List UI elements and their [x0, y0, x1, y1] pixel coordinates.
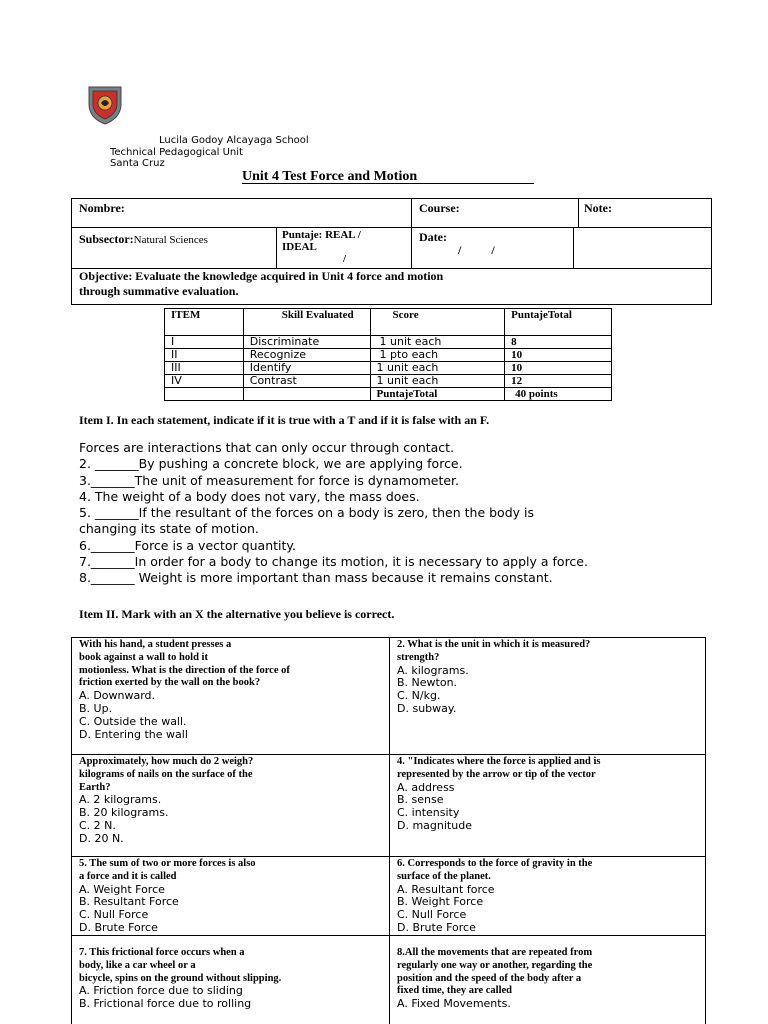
- header-item: ITEM: [165, 309, 244, 336]
- statement: 7._______In order for a body to change its motion, it is necessary to apply a force.: [79, 554, 588, 570]
- question-text: kilograms of nails on the surface of the: [79, 768, 253, 780]
- option[interactable]: C. intensity: [397, 806, 460, 820]
- row-score: 1 unit each: [370, 362, 505, 375]
- option[interactable]: C. Outside the wall.: [79, 714, 187, 728]
- table-row: [165, 349, 612, 362]
- option[interactable]: A. Friction force due to sliding: [79, 984, 243, 998]
- option[interactable]: B. Frictional force due to rolling: [79, 997, 252, 1011]
- option[interactable]: C. Null Force: [79, 908, 149, 922]
- question-text: 8.All the movements that are repeated from: [397, 947, 593, 958]
- option[interactable]: C. N/kg.: [397, 689, 441, 703]
- option[interactable]: A. Fixed Movements.: [397, 997, 511, 1011]
- question-text: 6. Corresponds to the force of gravity in the: [397, 858, 593, 869]
- question-text: book against a wall to hold it: [79, 651, 208, 663]
- item1-heading: Item I. In each statement, indicate if it is true with a T and if it is false with an F.: [79, 413, 490, 427]
- subsector-cell: [71, 227, 277, 269]
- question-3: [71, 754, 390, 857]
- statement: 8._______ Weight is more important than mass because it remains constant.: [79, 570, 553, 586]
- option[interactable]: B. sense: [397, 793, 444, 807]
- question-text: position and the speed of the body after a: [397, 972, 582, 984]
- row-item: III: [165, 362, 244, 375]
- course-cell[interactable]: [411, 198, 579, 228]
- option[interactable]: A. address: [397, 780, 455, 794]
- puntaje-slash: /: [343, 253, 347, 265]
- puntaje-line2: IDEAL: [282, 241, 317, 253]
- item1-statements: [79, 440, 719, 587]
- row-item: II: [165, 349, 244, 362]
- header-skill: Skill Evaluated: [243, 309, 370, 336]
- date-slashes: / /: [458, 243, 495, 257]
- option[interactable]: C. 2 N.: [79, 818, 116, 832]
- score-table: [164, 308, 612, 401]
- row-total: 10: [505, 349, 612, 362]
- question-text: friction exerted by the wall on the book?: [79, 677, 261, 689]
- statement: 3._______The unit of measurement for force is dynamometer.: [79, 472, 460, 488]
- school-crest-icon: [86, 84, 124, 126]
- statement: 2. _______By pushing a concrete block, we are applying force.: [79, 456, 463, 472]
- question-text: motionless. What is the direction of the force of: [79, 664, 290, 676]
- question-text: represented by the arrow or tip of the vector: [397, 768, 596, 780]
- statement: 6._______Force is a vector quantity.: [79, 537, 296, 553]
- statement: 5. _______If the resultant of the forces on a body is zero, then the body is: [79, 505, 534, 521]
- option[interactable]: A. Resultant force: [397, 882, 495, 896]
- question-text: body, like a car wheel or a: [79, 959, 196, 971]
- question-1: [71, 637, 390, 755]
- subsector-value: Natural Sciences: [133, 234, 208, 246]
- blank-cell: [573, 227, 712, 269]
- note-cell[interactable]: [578, 198, 712, 228]
- table-row: [165, 362, 612, 375]
- question-text: 2. What is the unit in which it is measured?: [397, 639, 591, 650]
- statement: 4. The weight of a body does not vary, the mass does.: [79, 488, 420, 504]
- question-text: bicycle, spins on the ground without slipping.: [79, 972, 282, 984]
- row-skill: Contrast: [243, 375, 370, 388]
- question-8: [389, 935, 706, 1024]
- option[interactable]: D. subway.: [397, 701, 457, 715]
- row-total: 12: [505, 375, 612, 388]
- row-total: 10: [505, 362, 612, 375]
- table-row: [165, 375, 612, 388]
- row-score: 1 unit each: [370, 375, 505, 388]
- row-total: 8: [505, 336, 612, 349]
- school-city: Santa Cruz: [110, 158, 165, 169]
- objective-line1: Objective: Evaluate the knowledge acquired in Unit 4 force and motion: [79, 269, 444, 283]
- option[interactable]: C. Null Force: [397, 908, 467, 922]
- question-text: 5. The sum of two or more forces is also: [79, 858, 256, 869]
- question-text: Earth?: [79, 781, 111, 793]
- row-skill: Recognize: [243, 349, 370, 362]
- table-row: [165, 336, 612, 349]
- course-label: Course:: [419, 201, 460, 215]
- option[interactable]: A. kilograms.: [397, 663, 469, 677]
- objective-cell: [71, 268, 712, 305]
- option[interactable]: B. Newton.: [397, 676, 458, 690]
- question-6: [389, 856, 706, 936]
- option[interactable]: B. Weight Force: [397, 895, 484, 909]
- question-text: strength?: [397, 651, 440, 663]
- puntaje-line1: Puntaje: REAL /: [282, 229, 361, 241]
- date-label: Date:: [419, 230, 447, 244]
- total-blank: [165, 388, 244, 401]
- question-text: With his hand, a student presses a: [79, 639, 232, 650]
- question-text: surface of the planet.: [397, 870, 491, 882]
- question-text: fixed time, they are called: [397, 985, 512, 997]
- option[interactable]: D. Brute Force: [79, 920, 158, 934]
- title-underline: [242, 183, 534, 184]
- school-unit: Technical Pedagogical Unit: [110, 147, 243, 158]
- header-total: PuntajeTotal: [505, 309, 612, 336]
- total-blank: [243, 388, 370, 401]
- header-score: Score: [370, 309, 505, 336]
- total-label: PuntajeTotal: [370, 388, 505, 401]
- school-name: Lucila Godoy Alcayaga School: [159, 135, 309, 146]
- option[interactable]: B. Up.: [79, 701, 113, 715]
- row-skill: Discriminate: [243, 336, 370, 349]
- question-text: 4. "Indicates where the force is applied and is: [397, 756, 601, 767]
- nombre-cell[interactable]: [71, 198, 412, 228]
- question-5: [71, 856, 390, 936]
- date-cell[interactable]: [411, 227, 574, 269]
- question-text: 7. This frictional force occurs when a: [79, 947, 245, 958]
- option[interactable]: A. 2 kilograms.: [79, 793, 162, 807]
- option[interactable]: D. 20 N.: [79, 831, 124, 845]
- option[interactable]: D. Entering the wall: [79, 727, 188, 741]
- row-score: 1 unit each: [370, 336, 505, 349]
- option[interactable]: A. Downward.: [79, 689, 156, 703]
- option[interactable]: A. Weight Force: [79, 882, 165, 896]
- question-text: Approximately, how much do 2 weigh?: [79, 756, 254, 767]
- row-score: 1 pto each: [370, 349, 505, 362]
- row-skill: Identify: [243, 362, 370, 375]
- row-item: I: [165, 336, 244, 349]
- score-table-header: [165, 309, 612, 336]
- option[interactable]: B. Resultant Force: [79, 895, 179, 909]
- subsector-label: Subsector:: [79, 232, 134, 246]
- option[interactable]: D. magnitude: [397, 818, 472, 832]
- row-item: IV: [165, 375, 244, 388]
- option[interactable]: D. Brute Force: [397, 920, 476, 934]
- question-text: regularly one way or another, regarding the: [397, 959, 593, 971]
- statement: changing its state of motion.: [79, 521, 259, 537]
- statement: Forces are interactions that can only occur through contact.: [79, 440, 455, 455]
- note-label: Note:: [584, 201, 612, 215]
- puntaje-cell[interactable]: [276, 227, 412, 269]
- question-text: a force and it is called: [79, 870, 177, 882]
- objective-line2: through summative evaluation.: [79, 284, 239, 298]
- question-2: [389, 637, 706, 755]
- option[interactable]: B. 20 kilograms.: [79, 806, 169, 820]
- test-title: Unit 4 Test Force and Motion: [242, 169, 418, 184]
- question-4: [389, 754, 706, 857]
- table-total-row: [165, 388, 612, 401]
- total-value: 40 points: [505, 388, 612, 401]
- nombre-label: Nombre:: [79, 201, 125, 215]
- item2-heading: Item II. Mark with an X the alternative you believe is correct.: [79, 607, 395, 621]
- question-7: [71, 935, 390, 1024]
